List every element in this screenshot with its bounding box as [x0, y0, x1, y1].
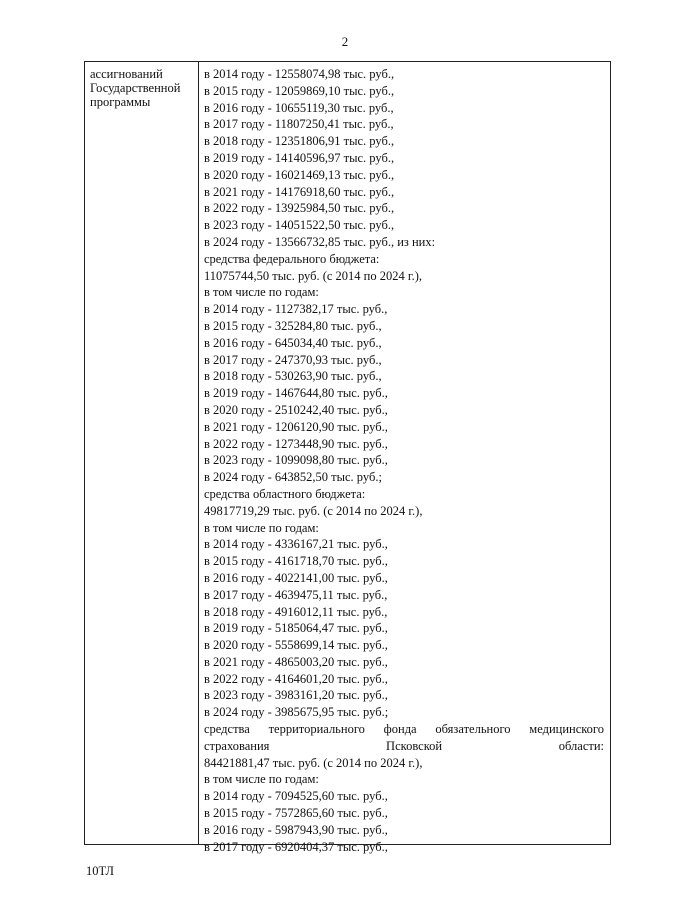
funding-line: в 2024 году - 643852,50 тыс. руб.; [204, 470, 382, 485]
funding-line: в 2016 году - 4022141,00 тыс. руб., [204, 570, 388, 585]
funding-line: в 2017 году - 247370,93 тыс. руб., [204, 352, 382, 367]
funding-line: в 2023 году - 3983161,20 тыс. руб., [204, 688, 388, 703]
funding-line: в том числе по годам: [204, 285, 319, 300]
funding-line: средства областного бюджета: [204, 486, 366, 501]
row-content-cell [199, 62, 610, 854]
funding-line: в 2024 году - 13566732,85 тыс. руб., из них: [204, 234, 436, 249]
footer-document-code: 10ТЛ [86, 864, 114, 878]
funding-line: 49817719,29 тыс. руб. (с 2014 по 2024 г.), [204, 503, 423, 518]
funding-line: в 2019 году - 14140596,97 тыс. руб., [204, 150, 395, 165]
funding-line: в 2023 году - 14051522,50 тыс. руб., [204, 218, 395, 233]
funding-line: в 2022 году - 4164601,20 тыс. руб., [204, 671, 388, 686]
funding-line: в 2021 году - 4865003,20 тыс. руб., [204, 654, 388, 669]
funding-line: в 2020 году - 16021469,13 тыс. руб., [204, 167, 395, 182]
funding-line: в 2022 году - 1273448,90 тыс. руб., [204, 436, 388, 451]
funding-line: в 2014 году - 4336167,21 тыс. руб., [204, 537, 388, 552]
funding-line: в том числе по годам: [204, 520, 319, 535]
funding-line: в том числе по годам: [204, 772, 319, 787]
funding-line: в 2019 году - 5185064,47 тыс. руб., [204, 621, 388, 636]
funding-line: в 2017 году - 4639475,11 тыс. руб., [204, 587, 388, 602]
funding-line: в 2018 году - 12351806,91 тыс. руб., [204, 134, 395, 149]
funding-line: в 2021 году - 1206120,90 тыс. руб., [204, 419, 388, 434]
funding-lines-group [204, 66, 604, 721]
funding-line: в 2014 году - 12558074,98 тыс. руб., [204, 67, 395, 81]
territorial-fund-heading: средства территориального фонда обязательного медицинского страхования Псковской области: [204, 722, 604, 753]
funding-line: в 2014 году - 1127382,17 тыс. руб., [204, 302, 388, 317]
funding-line: в 2016 году - 5987943,90 тыс. руб., [204, 822, 388, 837]
funding-line: в 2017 году - 11807250,41 тыс. руб., [204, 117, 394, 132]
row-label-line: программы [90, 95, 151, 109]
row-label-line: Государственной [90, 81, 181, 95]
funding-line: в 2018 году - 530263,90 тыс. руб., [204, 369, 382, 384]
budget-allocation-table [84, 61, 611, 854]
funding-lines-group-tfoms [204, 755, 604, 856]
funding-line: в 2021 году - 14176918,60 тыс. руб., [204, 184, 395, 199]
row-label-line: ассигнований [90, 67, 163, 81]
funding-line: 84421881,47 тыс. руб. (с 2014 по 2024 г.), [204, 755, 423, 770]
funding-line: в 2022 году - 13925984,50 тыс. руб., [204, 201, 395, 216]
funding-line: в 2016 году - 10655119,30 тыс. руб., [204, 100, 394, 115]
funding-line: в 2014 году - 7094525,60 тыс. руб., [204, 789, 388, 804]
funding-line: в 2018 году - 4916012,11 тыс. руб., [204, 604, 388, 619]
funding-line: в 2024 году - 3985675,95 тыс. руб.; [204, 705, 389, 720]
row-label-cell [85, 62, 199, 844]
funding-line: средства федерального бюджета: [204, 251, 380, 266]
funding-line: в 2023 году - 1099098,80 тыс. руб., [204, 453, 388, 468]
funding-line: в 2020 году - 2510242,40 тыс. руб., [204, 402, 388, 417]
funding-line: в 2015 году - 4161718,70 тыс. руб., [204, 554, 388, 569]
funding-line: в 2020 году - 5558699,14 тыс. руб., [204, 638, 388, 653]
funding-line: в 2016 году - 645034,40 тыс. руб., [204, 335, 382, 350]
funding-line: в 2015 году - 325284,80 тыс. руб., [204, 318, 382, 333]
funding-line: 11075744,50 тыс. руб. (с 2014 по 2024 г.), [204, 268, 423, 283]
page-number: 2 [341, 34, 349, 49]
funding-line: в 2015 году - 12059869,10 тыс. руб., [204, 83, 395, 98]
funding-line: в 2017 году - 6920404,37 тыс. руб., [204, 839, 388, 854]
funding-line: в 2015 году - 7572865,60 тыс. руб., [204, 806, 388, 821]
funding-line: в 2019 году - 1467644,80 тыс. руб., [204, 386, 388, 401]
